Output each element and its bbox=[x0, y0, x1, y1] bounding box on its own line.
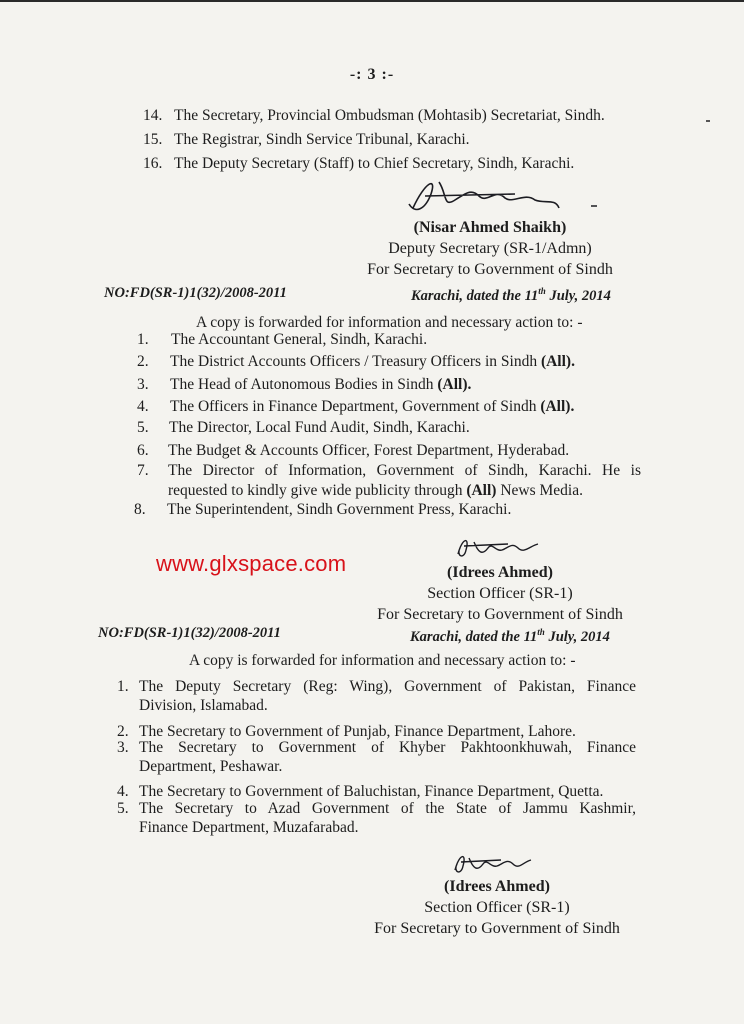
signatory-designation: Deputy Secretary (SR-1/Admn) bbox=[388, 240, 592, 257]
date-line bbox=[410, 627, 610, 646]
signature-block bbox=[300, 217, 680, 280]
signatory-for-line: For Secretary to Government of Sindh bbox=[367, 261, 613, 278]
signature-block bbox=[310, 562, 690, 625]
list-item-number: 4. bbox=[137, 398, 149, 415]
list-item-text: The Head of Autonomous Bodies in Sindh bbox=[170, 376, 438, 393]
list-item-text: The Deputy Secretary (Staff) to Chief Secretary, Sindh, Karachi. bbox=[174, 155, 575, 172]
list-item-number: 3. bbox=[137, 376, 149, 393]
signature-scribble bbox=[445, 848, 535, 878]
signatory-name: (Idrees Ahmed) bbox=[447, 564, 553, 581]
list-item-text: The Registrar, Sindh Service Tribunal, Karachi. bbox=[174, 131, 470, 148]
list-item-text: The Superintendent, Sindh Government Press, Karachi. bbox=[167, 501, 512, 518]
top-edge-line bbox=[0, 0, 744, 2]
date-text-end: July, 2014 bbox=[544, 628, 610, 645]
list-item-text-end: News Media. bbox=[496, 482, 583, 499]
list-item-text: The Accountant General, Sindh, Karachi. bbox=[171, 331, 428, 348]
list-item-number: 14. bbox=[143, 107, 163, 124]
list-item-text: The Director of Information, Government of Sindh, Karachi. He is bbox=[168, 462, 641, 479]
date-text: Karachi, dated the 11 bbox=[410, 628, 538, 645]
reference-number: NO:FD(SR-1)1(32)/2008-2011 bbox=[98, 625, 281, 641]
date-suffix: th bbox=[537, 627, 545, 637]
signature-block bbox=[307, 876, 687, 939]
list-item-text: The Officers in Finance Department, Government of Sindh bbox=[170, 398, 541, 415]
date-text-end: July, 2014 bbox=[545, 287, 611, 304]
list-item-text: The District Accounts Officers / Treasury Officers in Sindh bbox=[170, 353, 541, 370]
signatory-for-line: For Secretary to Government of Sindh bbox=[377, 606, 623, 623]
list-item-number: 2. bbox=[137, 353, 149, 370]
list-item-text: The Deputy Secretary (Reg: Wing), Government of Pakistan, Finance bbox=[139, 678, 636, 695]
list-item-number: 2. bbox=[117, 723, 129, 740]
list-item-number: 5. bbox=[117, 800, 129, 817]
signature-scribble bbox=[448, 532, 548, 564]
signatory-name: (Idrees Ahmed) bbox=[444, 878, 550, 895]
list-item-number: 15. bbox=[143, 131, 163, 148]
date-line bbox=[411, 286, 611, 305]
list-item-number: 6. bbox=[137, 442, 149, 459]
list-item-text-cont: Department, Peshawar. bbox=[139, 758, 283, 775]
list-item-text: The Budget & Accounts Officer, Forest Department, Hyderabad. bbox=[168, 442, 570, 459]
list-item-text-cont: Division, Islamabad. bbox=[139, 697, 268, 714]
signatory-designation: Section Officer (SR-1) bbox=[427, 585, 573, 602]
list-item-text: The Secretary to Azad Government of the State of Jammu Kashmir, bbox=[139, 800, 636, 817]
forwarding-intro: A copy is forwarded for information and necessary action to: - bbox=[196, 314, 583, 331]
list-item-number: 8. bbox=[134, 501, 146, 518]
watermark-text: www.glxspace.com bbox=[156, 551, 347, 576]
forwarding-intro: A copy is forwarded for information and necessary action to: - bbox=[189, 652, 576, 669]
list-item-number: 16. bbox=[143, 155, 163, 172]
signatory-designation: Section Officer (SR-1) bbox=[424, 899, 570, 916]
list-item-number: 4. bbox=[117, 783, 129, 800]
list-item-text: The Secretary to Government of Baluchistan, Finance Department, Quetta. bbox=[139, 783, 604, 800]
list-item-emphasis: (All) bbox=[466, 482, 497, 499]
list-item-emphasis: (All). bbox=[437, 376, 472, 393]
signatory-name: (Nisar Ahmed Shaikh) bbox=[413, 219, 567, 236]
list-item-text: The Secretary to Government of Punjab, Finance Department, Lahore. bbox=[139, 723, 576, 740]
list-item-number: 1. bbox=[137, 331, 149, 348]
list-item-text-cont: Finance Department, Muzafarabad. bbox=[139, 819, 359, 836]
list-item-text: The Secretary, Provincial Ombudsman (Mohtasib) Secretariat, Sindh. bbox=[174, 107, 605, 124]
reference-number: NO:FD(SR-1)1(32)/2008-2011 bbox=[104, 285, 287, 301]
list-item-text-cont: requested to kindly give wide publicity through bbox=[168, 482, 467, 499]
page-number: -: 3 :- bbox=[349, 66, 395, 83]
list-item-emphasis: (All). bbox=[540, 398, 575, 415]
list-item-number: 1. bbox=[117, 678, 129, 695]
scan-speck bbox=[706, 120, 710, 122]
signatory-for-line: For Secretary to Government of Sindh bbox=[374, 920, 620, 937]
list-item-text: The Director, Local Fund Audit, Sindh, Karachi. bbox=[169, 419, 470, 436]
date-suffix: th bbox=[538, 286, 546, 296]
list-item-text: The Secretary to Government of Khyber Pakhtoonkhuwah, Finance bbox=[139, 739, 636, 756]
list-item-emphasis: (All). bbox=[540, 353, 575, 370]
date-text: Karachi, dated the 11 bbox=[411, 287, 539, 304]
signature-scribble bbox=[395, 174, 605, 218]
list-item-number: 7. bbox=[137, 462, 149, 479]
list-item-number: 5. bbox=[137, 419, 149, 436]
list-item-number: 3. bbox=[117, 739, 129, 756]
